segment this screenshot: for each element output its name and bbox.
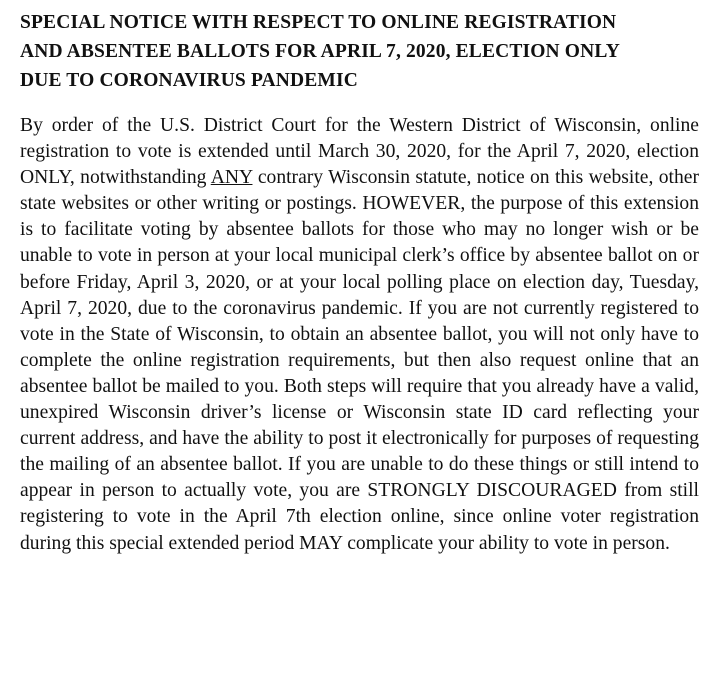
notice-body-text-2: contrary Wisconsin statute, notice on this website, other state websites or other writing or postings. HOWEVER, the purpose of this extension is to facilitate voting by absentee ballots for those who may no longer wish or be unable to vote in person at your local municipal clerk’s office by absentee ballot on or before Friday, April 3, 2020, or at your local polling place on election day, Tuesday, April 7, 2020, due to the coronavirus pandemic. If you are not currently registered to vote in the State of Wisconsin, to obtain an absentee ballot, you will not only have to complete the online registration requirements, but then also request online that an absentee ballot be mailed to you. Both steps will require that you already have a valid, unexpired Wisconsin driver’s license or Wisconsin state ID card reflecting your current address, and have the ability to post it electronically for purposes of requesting the mailing of an absentee ballot. If you are unable to do these things or still intend to appear in person to actually vote, you are STRONGLY DISCOURAGED from still registering to vote in the April 7th election online, since online voter registration during this special extended period MAY complicate your ability to vote in person.	[20, 167, 699, 554]
notice-title-line-1: SPECIAL NOTICE WITH RESPECT TO ONLINE REGISTRATION	[20, 12, 617, 33]
notice-emphasis-any: ANY	[210, 167, 253, 189]
notice-body	[20, 113, 699, 557]
notice-title-line-2: AND ABSENTEE BALLOTS FOR APRIL 7, 2020, ELECTION ONLY	[20, 41, 620, 62]
notice-title-line-3: DUE TO CORONAVIRUS PANDEMIC	[20, 70, 358, 91]
notice-title	[20, 8, 699, 95]
notice-body-text-1: By order of the U.S. District Court for the Western District of Wisconsin, online registration to vote is extended until March 30, 2020, for the April 7, 2020, election ONLY, notwithstanding	[20, 115, 699, 189]
